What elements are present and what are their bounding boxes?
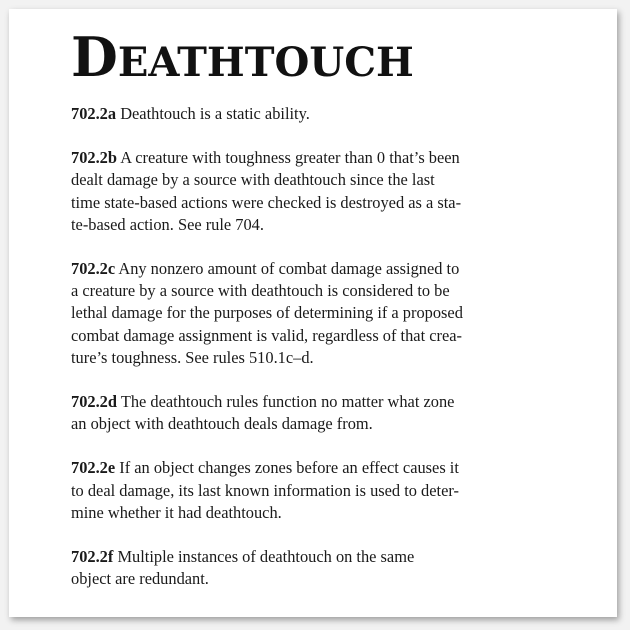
title-rest: EATHTOUCH	[117, 39, 414, 86]
rule-text-line: time state-based actions were checked is destroyed as a sta-	[71, 192, 462, 212]
rule-text-line: Deathtouch is a static ability.	[120, 104, 310, 123]
rule-text-line: mine whether it had deathtouch.	[71, 502, 282, 522]
rule-text-line: The deathtouch rules function no matter what zone	[120, 392, 455, 412]
rule-number: 702.2b	[71, 148, 117, 168]
page-title	[71, 22, 414, 98]
rule-text-line: to deal damage, its last known information is used to deter-	[71, 480, 459, 500]
rule-text-line: an object with deathtouch deals damage from.	[71, 414, 373, 434]
rule-number: 702.2e	[71, 458, 116, 478]
rule-text-line: Any nonzero amount of combat damage assigned to	[118, 259, 460, 279]
rule-702-2f	[71, 546, 541, 590]
rule-702-2e	[71, 457, 541, 524]
rule-text-line: dealt damage by a source with deathtouch since the last	[71, 170, 435, 190]
rule-number: 702.2f	[71, 547, 114, 567]
rule-text-line: lethal damage for the purposes of determining if a proposed	[71, 303, 463, 323]
rule-number: 702.2d	[71, 392, 117, 412]
rule-text-line: combat damage assignment is valid, regardless of that crea-	[71, 325, 462, 345]
rule-702-2b	[71, 147, 541, 236]
rule-text-line: object are redundant.	[71, 569, 209, 589]
rule-702-2a	[71, 103, 541, 125]
rules-list	[71, 103, 541, 612]
title-initial: D	[71, 25, 118, 89]
rule-number: 702.2c	[71, 259, 116, 279]
rule-702-2c	[71, 258, 541, 369]
rule-text-line: If an object changes zones before an effect causes it	[119, 458, 459, 478]
rule-702-2d	[71, 391, 541, 435]
rule-text-line: ture’s toughness. See rules 510.1c–d.	[71, 347, 314, 367]
rule-text-line: A creature with toughness greater than 0 that’s been	[120, 148, 460, 168]
rule-text-line: te-based action. See rule 704.	[71, 214, 264, 234]
rule-number: 702.2a	[71, 104, 117, 123]
rule-text-line: a creature by a source with deathtouch is considered to be	[71, 281, 450, 301]
rule-text-line: Multiple instances of deathtouch on the same	[117, 547, 415, 567]
